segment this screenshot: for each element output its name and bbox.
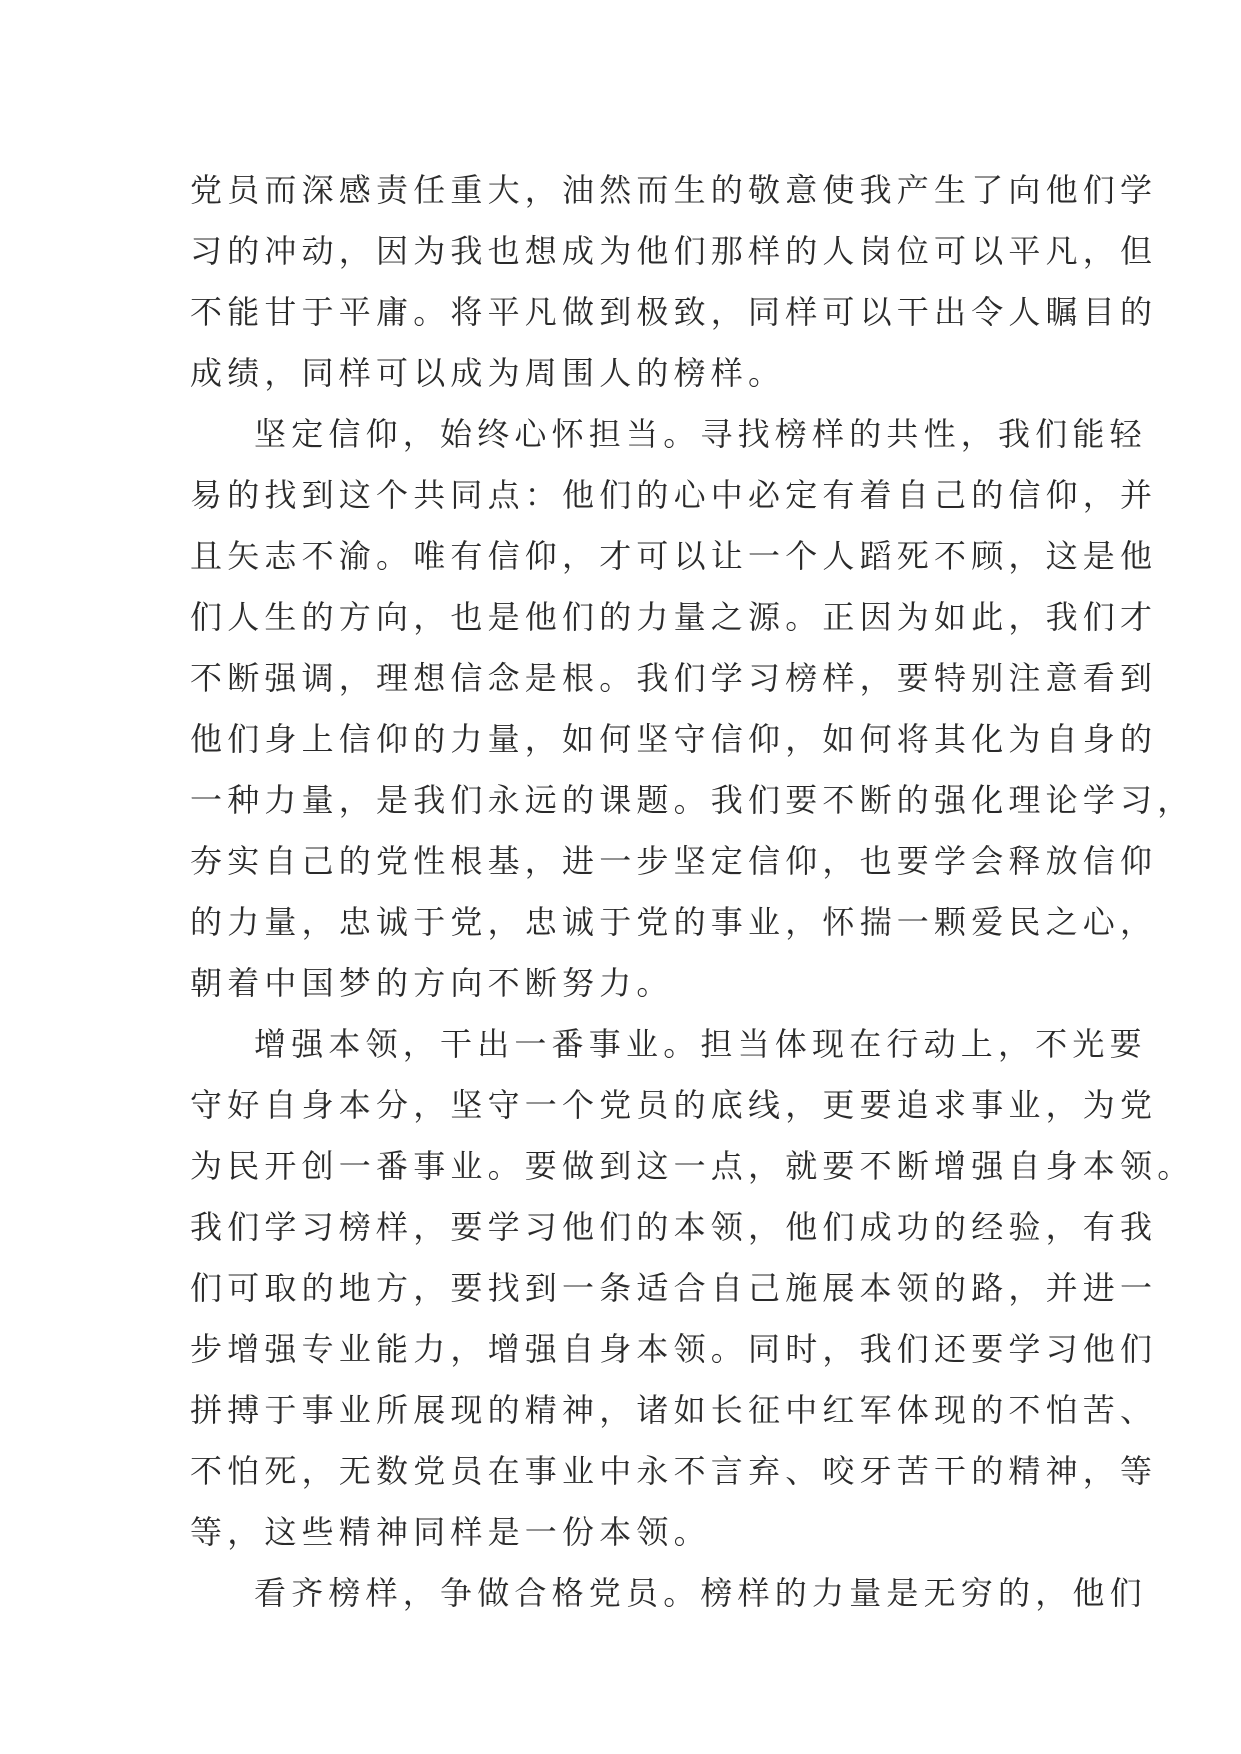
text-line: 们可取的地方，要找到一条适合自己施展本领的路，并进一 <box>190 1269 1158 1307</box>
text-line: 夯实自己的党性根基，进一步坚定信仰，也要学会释放信仰 <box>190 842 1158 880</box>
text-line: 易的找到这个共同点：他们的心中必定有着自己的信仰，并 <box>190 476 1158 514</box>
document-body <box>190 160 1195 1624</box>
text-line: 且矢志不渝。唯有信仰，才可以让一个人蹈死不顾，这是他 <box>190 537 1158 575</box>
text-line: 的力量，忠诚于党，忠诚于党的事业，怀揣一颗爱民之心， <box>190 903 1158 941</box>
text-line: 不断强调，理想信念是根。我们学习榜样，要特别注意看到 <box>190 659 1158 697</box>
text-line: 等，这些精神同样是一份本领。 <box>190 1513 711 1551</box>
text-line: 不怕死，无数党员在事业中永不言弃、咬牙苦干的精神，等 <box>190 1452 1158 1490</box>
paragraph-first-line: 看齐榜样，争做合格党员。榜样的力量是无穷的，他们 <box>254 1574 1147 1612</box>
text-line: 拼搏于事业所展现的精神，诸如长征中红军体现的不怕苦、 <box>190 1391 1158 1429</box>
text-line: 朝着中国梦的方向不断努力。 <box>190 964 674 1002</box>
text-line: 一种力量，是我们永远的课题。我们要不断的强化理论学习， <box>190 781 1195 819</box>
text-line: 习的冲动，因为我也想成为他们那样的人岗位可以平凡，但 <box>190 232 1158 270</box>
text-line: 党员而深感责任重大，油然而生的敬意使我产生了向他们学 <box>190 171 1158 209</box>
text-line: 成绩，同样可以成为周围人的榜样。 <box>190 354 786 392</box>
paragraph-first-line: 增强本领，干出一番事业。担当体现在行动上，不光要 <box>254 1025 1147 1063</box>
text-line: 我们学习榜样，要学习他们的本领，他们成功的经验，有我 <box>190 1208 1158 1246</box>
text-line: 不能甘于平庸。将平凡做到极致，同样可以干出令人瞩目的 <box>190 293 1158 331</box>
text-line: 们人生的方向，也是他们的力量之源。正因为如此，我们才 <box>190 598 1158 636</box>
text-line: 为民开创一番事业。要做到这一点，就要不断增强自身本领。 <box>190 1147 1195 1185</box>
paragraph-first-line: 坚定信仰，始终心怀担当。寻找榜样的共性，我们能轻 <box>254 415 1147 453</box>
text-line: 守好自身本分，坚守一个党员的底线，更要追求事业，为党 <box>190 1086 1158 1124</box>
text-line: 他们身上信仰的力量，如何坚守信仰，如何将其化为自身的 <box>190 720 1158 758</box>
text-line: 步增强专业能力，增强自身本领。同时，我们还要学习他们 <box>190 1330 1158 1368</box>
